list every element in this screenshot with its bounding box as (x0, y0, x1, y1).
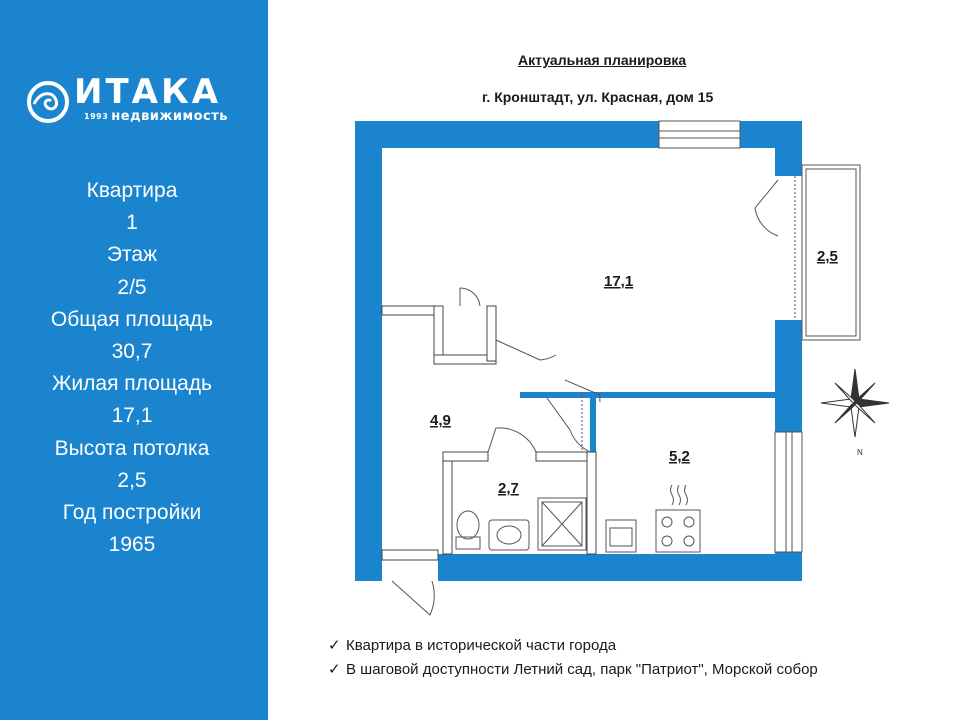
room-area-kitchen: 5,2 (669, 448, 690, 465)
room-area-hall: 4,9 (430, 412, 451, 429)
feature-text: В шаговой доступности Летний сад, парк "Патриот", Морской собор (346, 661, 818, 678)
param-value: 17,1 (111, 404, 153, 428)
features-list (328, 634, 818, 682)
room-area-bathroom: 2,7 (498, 480, 519, 497)
logo-name: ИТАКА (74, 72, 222, 112)
feature-item (328, 634, 818, 658)
param-value: 1 (126, 211, 138, 235)
plan-address: г. Кронштадт, ул. Красная, дом 15 (482, 89, 714, 105)
logo-year: 1993 (84, 112, 109, 121)
param-label: Общая площадь (50, 307, 214, 331)
checkmark-icon: ✓ (328, 661, 341, 678)
toilet-icon (457, 511, 479, 539)
sink-icon (489, 520, 529, 550)
bathroom-fixtures (456, 498, 586, 550)
feature-text: Квартира в исторической части города (346, 637, 617, 654)
plan-title: Актуальная планировка (518, 52, 687, 68)
kitchen-fixtures (606, 485, 700, 552)
param-label: Квартира (86, 179, 178, 202)
param-value: 2,5 (117, 468, 147, 492)
feature-item (328, 658, 818, 682)
compass-icon (821, 369, 889, 437)
stove-icon (656, 510, 700, 552)
param-label: Этаж (106, 243, 158, 267)
param-label: Год постройки (62, 501, 202, 525)
param-label: Жилая площадь (52, 372, 212, 396)
balcony (755, 165, 860, 340)
steam-icon (671, 485, 674, 505)
room-area-balcony: 2,5 (817, 248, 838, 265)
room-area-living: 17,1 (604, 273, 634, 290)
param-label: Высота потолка (54, 436, 210, 460)
checkmark-icon: ✓ (328, 637, 341, 654)
param-value: 30,7 (111, 340, 153, 364)
param-value: 1965 (108, 533, 156, 557)
logo-subtitle-text: недвижимость (111, 109, 228, 124)
compass-label: N (857, 448, 863, 457)
param-value: 2/5 (117, 275, 147, 299)
walls (355, 121, 802, 581)
